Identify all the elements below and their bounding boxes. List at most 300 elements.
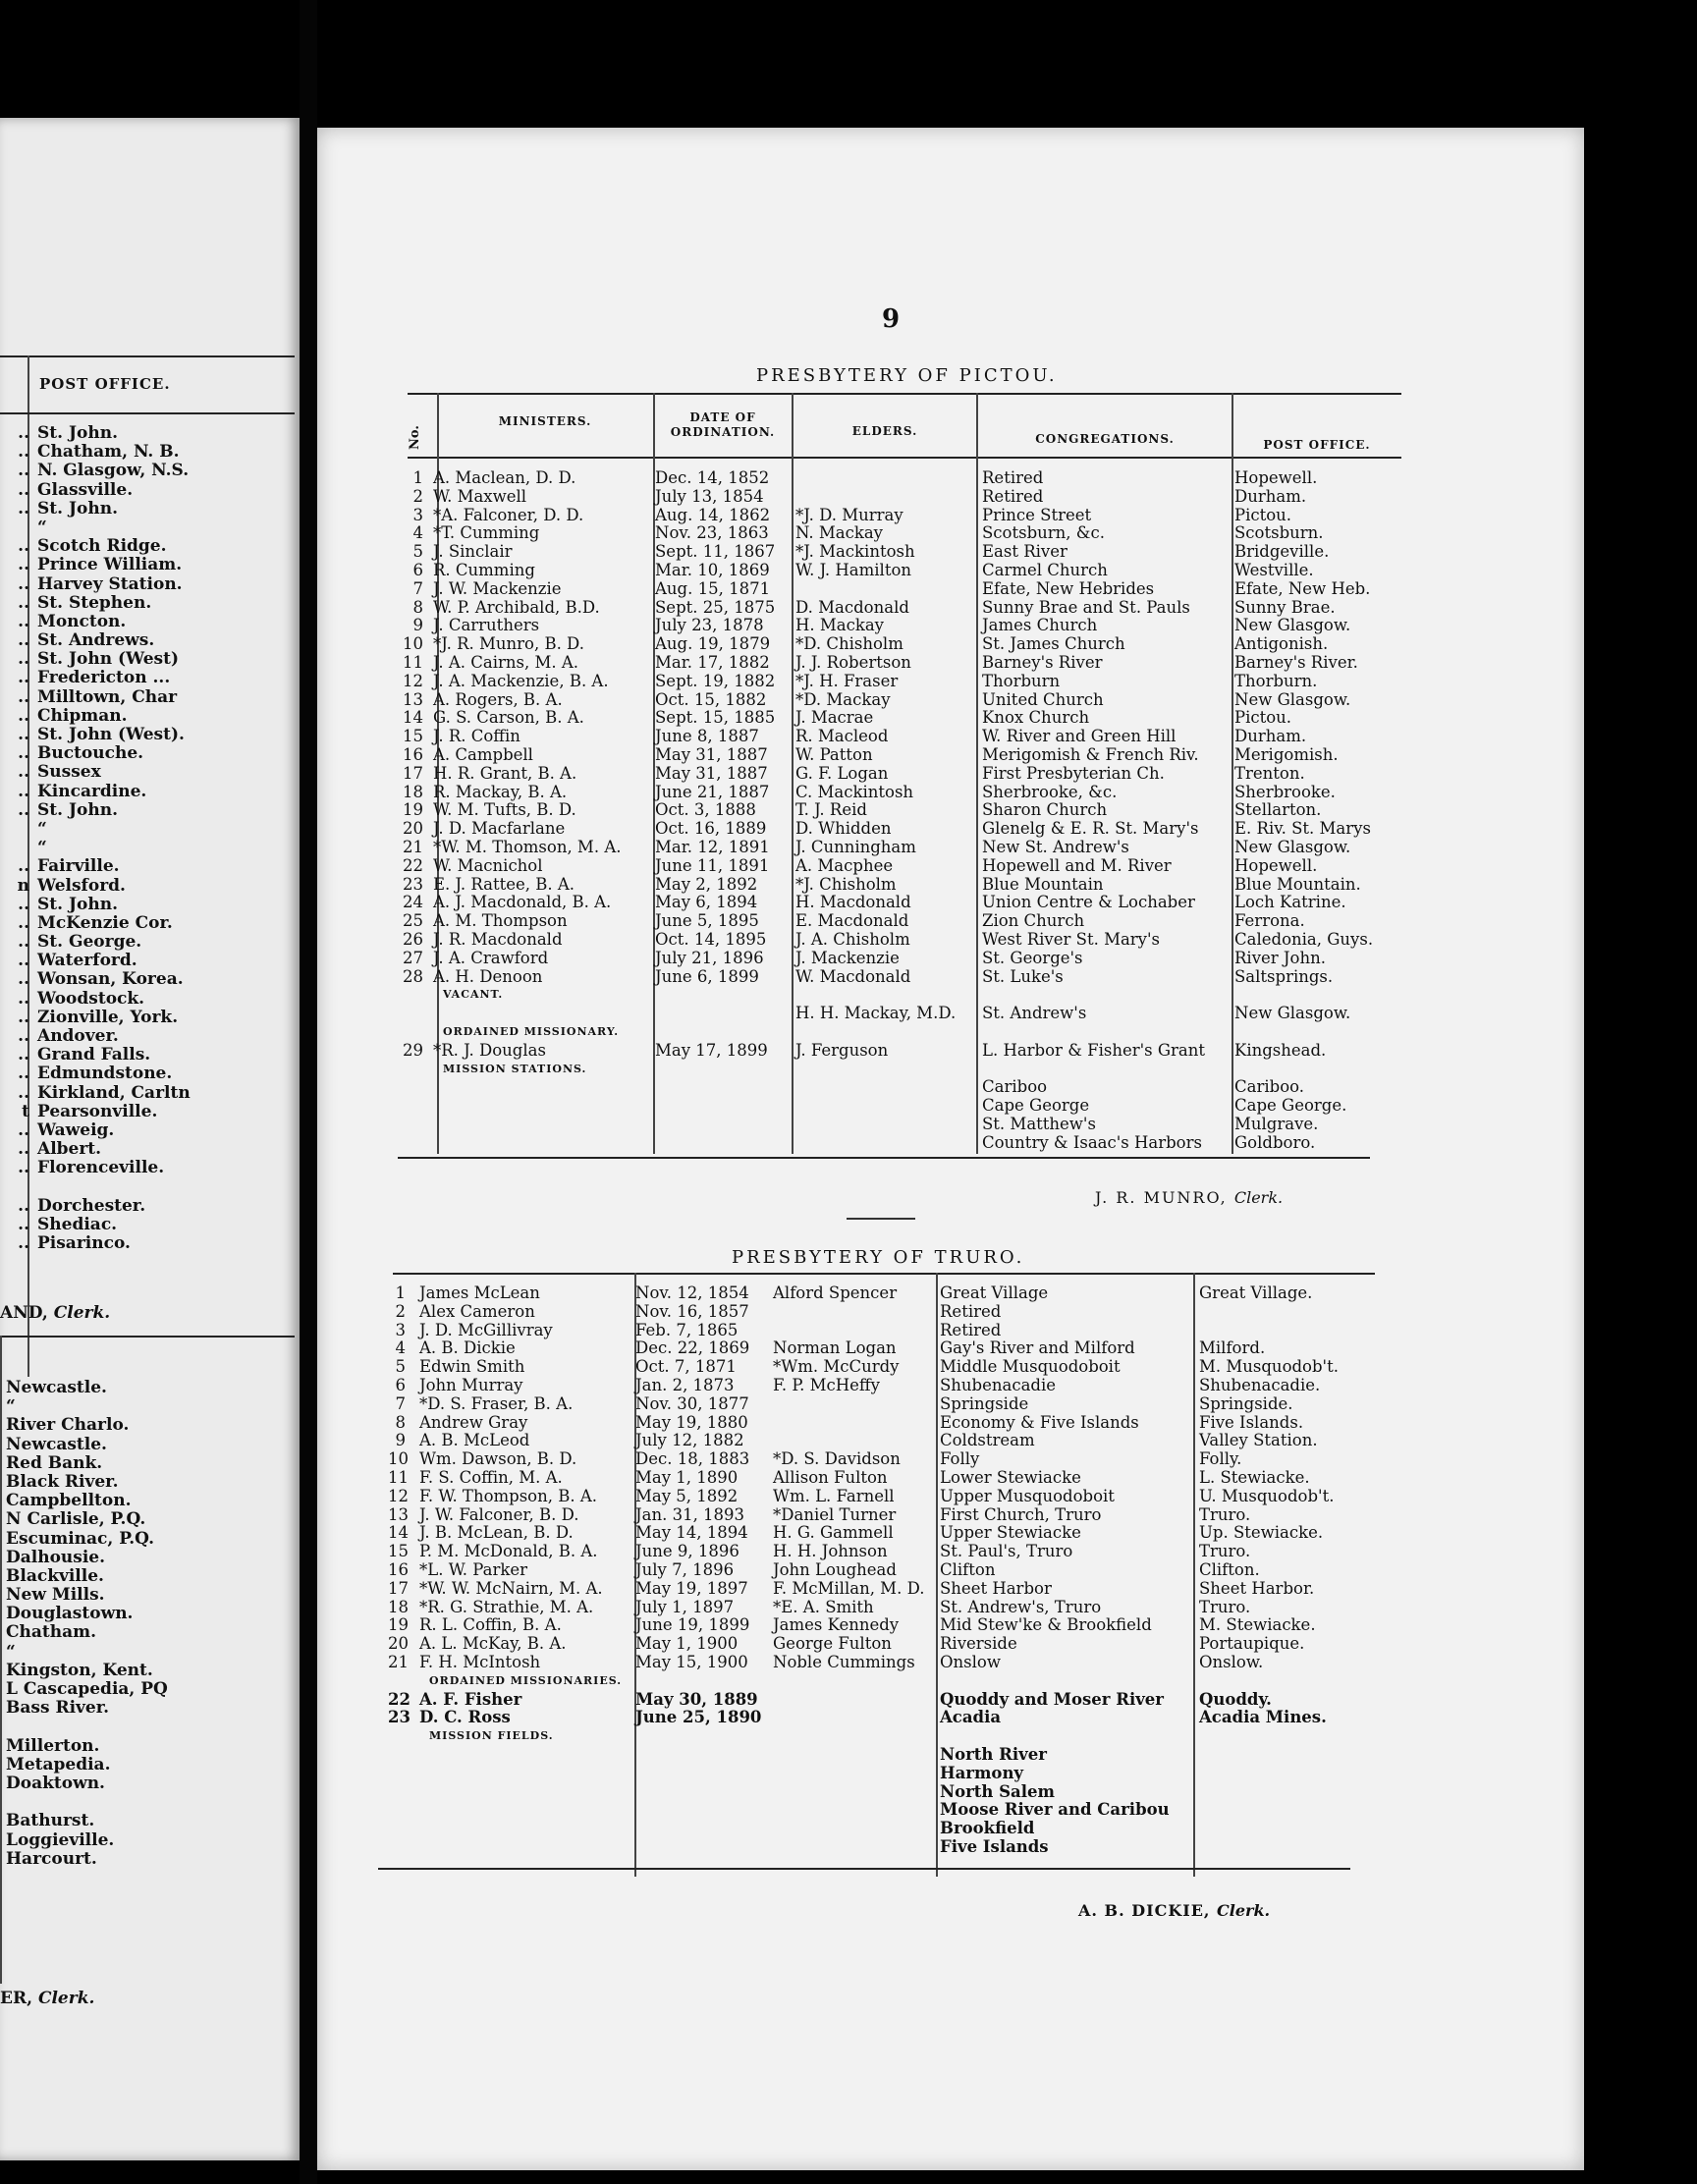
truro-no-cell: 10 [388, 1449, 409, 1469]
pictou-date-cell: June 8, 1887 [655, 727, 759, 746]
truro-congregation-cell: Retired [940, 1320, 1002, 1339]
pictou-post-cell: Merigomish. [1234, 744, 1339, 764]
pictou-row [398, 543, 1404, 562]
pictou-congregation-cell: United Church [982, 689, 1104, 709]
pictou-elder-cell: *J. Mackintosh [795, 542, 915, 562]
left-page-post-office: Prince William. [37, 555, 183, 575]
pictou-congregation-cell: Efate, New Hebrides [982, 578, 1155, 598]
left-page-row-mark: .. [18, 555, 29, 575]
truro-congregation-cell: First Church, Truro [940, 1504, 1102, 1524]
pictou-date-cell: Nov. 23, 1863 [655, 523, 769, 543]
truro-post-cell: Truro. [1199, 1504, 1251, 1524]
truro-date-cell: Nov. 30, 1877 [635, 1393, 749, 1413]
pictou-minister-cell: *R. J. Douglas [433, 1040, 546, 1060]
pictou-congregation-cell: Retired [982, 486, 1044, 506]
left-page-fragment [0, 118, 300, 2160]
pictou-minister-cell: *T. Cumming [433, 523, 540, 543]
truro-congregation-cell: Upper Musquodoboit [940, 1486, 1115, 1505]
left-page-post-office: St. John. [37, 423, 118, 443]
truro-congregation-cell: Onslow [940, 1652, 1001, 1671]
pictou-date-cell: Sept. 25, 1875 [655, 597, 776, 617]
pictou-no-cell: 25 [403, 911, 423, 931]
pictou-date-cell: May 2, 1892 [655, 874, 758, 894]
pictou-date-cell: May 31, 1887 [655, 763, 768, 783]
pictou-no-cell: 17 [403, 763, 423, 783]
pictou-row [398, 894, 1404, 912]
left-page-post-office: Black River. [6, 1471, 119, 1492]
pictou-congregation-cell: St. Luke's [982, 966, 1064, 986]
left-page-post-office: N. Glasgow, N.S. [37, 461, 190, 481]
left-page-row-mark: .. [18, 799, 29, 820]
pictou-date-cell: Aug. 14, 1862 [655, 505, 771, 524]
pictou-elder-cell: N. Mackay [795, 523, 884, 543]
truro-no-cell: 15 [388, 1542, 409, 1561]
pictou-post-cell: Cariboo. [1234, 1077, 1305, 1097]
truro-no-cell: 21 [388, 1652, 409, 1671]
pictou-row [398, 1078, 1404, 1097]
left-page-row-mark: .. [18, 951, 29, 971]
pictou-minister-cell: J. R. Coffin [433, 727, 520, 746]
truro-minister-cell: *W. W. McNairn, M. A. [419, 1578, 603, 1598]
truro-no-cell: 7 [395, 1393, 406, 1413]
pictou-congregation-cell: St. Matthew's [982, 1114, 1096, 1133]
pictou-minister-cell: G. S. Carson, B. A. [433, 708, 584, 728]
truro-elder-cell: *E. A. Smith [773, 1597, 874, 1616]
left-page-post-office: Zionville, York. [37, 1007, 179, 1027]
truro-congregation-cell: Economy & Five Islands [940, 1412, 1139, 1432]
left-page-post-office: McKenzie Cor. [37, 912, 173, 933]
truro-post-cell: Up. Stewiacke. [1199, 1523, 1324, 1543]
pictou-congregation-cell: Sharon Church [982, 800, 1108, 820]
truro-minister-cell: *D. S. Fraser, B. A. [419, 1393, 574, 1413]
left-page-row-mark: .. [18, 1007, 29, 1027]
left-page-row-mark: .. [18, 498, 29, 519]
left-page-list-row [0, 1009, 295, 1027]
pictou-no-cell: 5 [412, 542, 423, 562]
pictou-post-cell: Trenton. [1234, 763, 1305, 783]
left-page-row-mark: .. [18, 743, 29, 764]
truro-minister-cell: P. M. McDonald, B. A. [419, 1542, 598, 1561]
left-page-post-office: River Charlo. [6, 1415, 130, 1436]
truro-elder-cell: Wm. L. Farnell [773, 1486, 895, 1505]
left-page-post-office: Welsford. [37, 875, 126, 896]
left-page-post-office: Harvey Station. [37, 573, 183, 594]
left-page-row-mark: .. [18, 1026, 29, 1046]
pictou-elder-cell: J. Ferguson [795, 1040, 889, 1060]
truro-no-cell: 2 [395, 1301, 406, 1321]
pictou-minister-cell: E. J. Rattee, B. A. [433, 874, 575, 894]
pictou-date-cell: Oct. 16, 1889 [655, 819, 767, 839]
truro-minister-cell: Andrew Gray [419, 1412, 528, 1432]
truro-minister-cell: Alex Cameron [419, 1301, 535, 1321]
pictou-row [398, 599, 1404, 618]
truro-no-cell: 23 [388, 1708, 411, 1727]
left-page-row-mark: n [17, 875, 29, 896]
truro-elder-cell: Noble Cummings [773, 1652, 915, 1671]
pictou-minister-cell: J. Carruthers [433, 616, 540, 635]
truro-minister-cell: R. L. Coffin, B. A. [419, 1615, 562, 1635]
pictou-minister-cell: J. R. Macdonald [433, 929, 563, 949]
pictou-date-cell: Mar. 10, 1869 [655, 560, 770, 579]
truro-post-cell: L. Stewiacke. [1199, 1467, 1310, 1487]
truro-minister-cell: F. S. Coffin, M. A. [419, 1467, 563, 1487]
pictou-elder-cell: W. Patton [795, 744, 873, 764]
truro-congregation-cell: St. Andrew's, Truro [940, 1597, 1102, 1616]
pictou-header-elders: ELDERS. [851, 424, 918, 438]
pictou-row [398, 784, 1404, 802]
truro-minister-cell: ORDAINED MISSIONARIES. [429, 1673, 623, 1687]
truro-date-cell: May 5, 1892 [635, 1486, 739, 1505]
truro-row [388, 1358, 1380, 1377]
truro-no-cell: 17 [388, 1578, 409, 1598]
pictou-date-cell: June 21, 1887 [655, 782, 770, 801]
pictou-post-cell: Pictou. [1234, 708, 1292, 728]
left-page-header: POST OFFICE. [39, 375, 171, 393]
pictou-row [398, 1042, 1404, 1061]
truro-no-cell: 14 [388, 1523, 409, 1543]
truro-congregation-cell: Five Islands [940, 1836, 1049, 1856]
truro-date-cell: July 12, 1882 [635, 1431, 744, 1450]
left-page-post-office: Andover. [37, 1026, 119, 1046]
truro-date-cell: May 19, 1880 [635, 1412, 748, 1432]
pictou-no-cell: 8 [412, 597, 423, 617]
truro-post-cell: Great Village. [1199, 1283, 1313, 1302]
pictou-title: PRESBYTERY OF PICTOU. [756, 365, 1058, 386]
left-page-row-mark: t [22, 1101, 29, 1121]
left-page-post-office: Edmundstone. [37, 1064, 173, 1084]
pictou-congregation-cell: Glenelg & E. R. St. Mary's [982, 819, 1199, 839]
left-page-row-mark: .. [18, 649, 29, 670]
left-page-list-row [0, 820, 295, 839]
truro-post-cell: Springside. [1199, 1393, 1293, 1413]
pictou-minister-cell: A. H. Denoon [433, 966, 543, 986]
left-page-row-mark [0, 1178, 31, 1197]
pictou-post-cell: Mulgrave. [1234, 1114, 1319, 1133]
pictou-minister-cell: *W. M. Thomson, M. A. [433, 837, 622, 856]
pictou-minister-cell: VACANT. [443, 988, 504, 1002]
truro-elder-cell: *Wm. McCurdy [773, 1357, 900, 1377]
left-page-list-row [0, 613, 295, 631]
truro-row [388, 1469, 1380, 1488]
pictou-minister-cell: A. J. Macdonald, B. A. [433, 893, 612, 912]
pictou-row [398, 1061, 1404, 1079]
pictou-row [398, 728, 1404, 746]
pictou-date-cell: Aug. 19, 1879 [655, 634, 771, 654]
left-page-list-row [0, 763, 295, 782]
truro-post-cell: Onslow. [1199, 1652, 1264, 1671]
left-page-post-office: Campbellton. [6, 1491, 132, 1511]
pictou-header-no: No. [408, 425, 422, 450]
pictou-post-cell: Efate, New Heb. [1234, 578, 1371, 598]
left-page-list-row [0, 990, 295, 1009]
pictou-date-cell: Sept. 11, 1867 [655, 542, 776, 562]
pictou-row [398, 488, 1404, 507]
truro-no-cell: 9 [395, 1431, 406, 1450]
truro-congregation-cell: Folly [940, 1449, 980, 1469]
truro-date-cell: Feb. 7, 1865 [635, 1320, 739, 1339]
pictou-row [398, 1116, 1404, 1134]
left-page-post-office: Pisarinco. [37, 1233, 131, 1254]
truro-top-rule [393, 1273, 1375, 1275]
left-page-post-office: Grand Falls. [37, 1045, 151, 1065]
truro-elder-cell: *D. S. Davidson [773, 1449, 901, 1469]
truro-elder-cell: F. P. McHeffy [773, 1375, 880, 1394]
truro-no-cell: 8 [395, 1412, 406, 1432]
truro-row [388, 1765, 1380, 1783]
left-page-list-row [0, 556, 295, 574]
pictou-congregation-cell: New St. Andrew's [982, 837, 1129, 856]
truro-row [388, 1506, 1380, 1525]
pictou-row [398, 691, 1404, 710]
truro-no-cell: 19 [388, 1615, 409, 1635]
left-page-list-row [0, 839, 295, 857]
pictou-post-cell: Goldboro. [1234, 1132, 1316, 1152]
pictou-congregation-cell: L. Harbor & Fisher's Grant [982, 1040, 1206, 1060]
truro-row [388, 1580, 1380, 1599]
pictou-minister-cell: *A. Falconer, D. D. [433, 505, 584, 524]
pictou-top-rule [408, 393, 1401, 395]
truro-congregation-cell: Shubenacadie [940, 1375, 1057, 1394]
left-page-post-office: Sussex [37, 762, 101, 783]
left-page-list-row [0, 669, 295, 687]
pictou-minister-cell: A. Rogers, B. A. [433, 689, 563, 709]
truro-congregation-cell: Brookfield [940, 1819, 1035, 1838]
pictou-row [398, 746, 1404, 765]
left-page-post-office: Pearsonville. [37, 1101, 158, 1121]
pictou-header-post-office: POST OFFICE. [1263, 438, 1371, 452]
pictou-row [398, 876, 1404, 895]
truro-no-cell: 16 [388, 1559, 409, 1579]
left-page-row-mark: .. [18, 592, 29, 613]
pictou-date-cell: Mar. 17, 1882 [655, 652, 770, 672]
left-page-row-mark: .. [18, 1139, 29, 1160]
truro-no-cell: 18 [388, 1597, 409, 1616]
left-page-list-row [0, 519, 295, 537]
pictou-post-cell: Sunny Brae. [1234, 597, 1336, 617]
pictou-elder-cell: R. Macleod [795, 727, 889, 746]
pictou-elder-cell: J. Cunningham [795, 837, 916, 856]
pictou-bottom-rule [398, 1157, 1370, 1159]
pictou-minister-cell: J. Sinclair [433, 542, 513, 562]
truro-row [388, 1543, 1380, 1561]
left-page-list-row [0, 783, 295, 801]
pictou-minister-cell: A. Campbell [433, 744, 533, 764]
truro-row [388, 1727, 1380, 1746]
left-page-list-row [0, 688, 295, 707]
left-page-post-office: Waterford. [37, 951, 137, 971]
pictou-post-cell: River John. [1234, 948, 1326, 967]
truro-elder-cell: F. McMillan, M. D. [773, 1578, 925, 1598]
pictou-row [398, 986, 1404, 1005]
pictou-congregation-cell: Sunny Brae and St. Pauls [982, 597, 1190, 617]
truro-congregation-cell: Moose River and Caribou [940, 1800, 1170, 1820]
pictou-date-cell: May 31, 1887 [655, 744, 768, 764]
pictou-elder-cell: C. Mackintosh [795, 782, 914, 801]
truro-minister-cell: A. B. McLeod [419, 1431, 530, 1450]
pictou-elder-cell: *J. D. Murray [795, 505, 903, 524]
pictou-post-cell: Loch Katrine. [1234, 893, 1346, 912]
pictou-no-cell: 7 [412, 578, 423, 598]
truro-row [388, 1709, 1380, 1727]
truro-date-cell: May 19, 1897 [635, 1578, 748, 1598]
truro-row [388, 1672, 1380, 1691]
left-page-list-row [0, 1140, 295, 1159]
pictou-post-cell: New Glasgow. [1234, 616, 1351, 635]
left-page-post-office: Chipman. [37, 705, 128, 726]
truro-date-cell: May 15, 1900 [635, 1652, 748, 1671]
pictou-date-cell: Oct. 3, 1888 [655, 800, 756, 820]
truro-date-cell: Jan. 31, 1893 [635, 1504, 745, 1524]
left-page-list-row [0, 877, 295, 896]
pictou-no-cell: 27 [403, 948, 423, 967]
pictou-elder-cell: G. F. Logan [795, 763, 889, 783]
pictou-date-cell: Sept. 15, 1885 [655, 708, 776, 728]
left-page-row-mark: .. [18, 536, 29, 557]
left-page-post-office: St. John. [37, 799, 118, 820]
left-page-list-row [0, 952, 295, 970]
truro-congregation-cell: Sheet Harbor [940, 1578, 1052, 1598]
truro-post-cell: Shubenacadie. [1199, 1375, 1321, 1394]
truro-post-cell: Portaupique. [1199, 1634, 1305, 1654]
pictou-congregation-cell: First Presbyterian Ch. [982, 763, 1165, 783]
truro-row [388, 1284, 1380, 1303]
pictou-elder-cell: W. Macdonald [795, 966, 911, 986]
truro-date-cell: May 1, 1900 [635, 1634, 739, 1654]
left-page-post-office: St. John. [37, 894, 118, 914]
left-page-post-office: St. Andrews. [37, 630, 155, 651]
truro-no-cell: 4 [395, 1338, 406, 1358]
left-page-post-office: Fairville. [37, 856, 120, 877]
pictou-no-cell: 20 [403, 819, 423, 839]
pictou-elder-cell: D. Macdonald [795, 597, 909, 617]
pictou-post-cell: E. Riv. St. Marys [1234, 819, 1371, 839]
left-page-post-office: Waweig. [37, 1119, 115, 1140]
pictou-post-cell: Caledonia, Guys. [1234, 929, 1374, 949]
pictou-date-cell: May 17, 1899 [655, 1040, 768, 1060]
left-page-post-office: Red Bank. [6, 1452, 103, 1473]
left-page-list-row [0, 424, 295, 443]
truro-row [388, 1488, 1380, 1506]
pictou-post-cell: Antigonish. [1234, 634, 1329, 654]
pictou-minister-cell: H. R. Grant, B. A. [433, 763, 577, 783]
pictou-post-cell: Stellarton. [1234, 800, 1322, 820]
left-page-post-office: Albert. [37, 1139, 102, 1160]
pictou-no-cell: 14 [403, 708, 423, 728]
pictou-table [398, 469, 1404, 1152]
left-page-row-mark: .. [18, 573, 29, 594]
pictou-post-cell: Pictou. [1234, 505, 1292, 524]
left-page-row-mark: .. [18, 932, 29, 953]
truro-minister-cell: A. B. Dickie [419, 1338, 516, 1358]
pictou-congregation-cell: Knox Church [982, 708, 1090, 728]
left-page-post-office: “ [37, 818, 47, 839]
pictou-row [398, 820, 1404, 839]
pictou-minister-cell: R. Mackay, B. A. [433, 782, 568, 801]
truro-elder-cell: John Loughead [773, 1559, 897, 1579]
left-page-row-mark [0, 820, 31, 839]
truro-minister-cell: James McLean [419, 1283, 540, 1302]
truro-congregation-cell: Lower Stewiacke [940, 1467, 1081, 1487]
pictou-header-congregations: CONGREGATIONS. [1035, 432, 1175, 446]
truro-minister-cell: J. B. McLean, B. D. [419, 1523, 574, 1543]
book-gutter [300, 0, 317, 2184]
left-page-post-office: Moncton. [37, 611, 127, 631]
pictou-date-cell: July 13, 1854 [655, 486, 764, 506]
left-page-post-office: Newcastle. [6, 1434, 107, 1454]
pictou-row [398, 857, 1404, 876]
left-page-row-mark: .. [18, 686, 29, 707]
truro-date-cell: May 1, 1890 [635, 1467, 739, 1487]
truro-congregation-cell: Quoddy and Moser River [940, 1689, 1165, 1709]
left-page-header-rule [0, 412, 295, 414]
truro-congregation-cell: Acadia [940, 1708, 1002, 1727]
pictou-congregation-cell: Barney's River [982, 652, 1103, 672]
left-page-row-mark: .. [18, 611, 29, 631]
left-page-post-office: Dalhousie. [6, 1547, 106, 1567]
truro-date-cell: July 1, 1897 [635, 1597, 735, 1616]
left-page-post-office: St. Stephen. [37, 592, 152, 613]
left-page-post-office: Buctouche. [37, 743, 144, 764]
truro-minister-cell: J. W. Falconer, B. D. [419, 1504, 579, 1524]
left-page-list-row [0, 933, 295, 952]
pictou-congregation-cell: Retired [982, 468, 1044, 487]
pictou-no-cell: 22 [403, 855, 423, 875]
truro-title: PRESBYTERY OF TRURO. [732, 1247, 1025, 1268]
pictou-date-cell: July 21, 1896 [655, 948, 764, 967]
left-page-list-row [0, 631, 295, 650]
truro-no-cell: 5 [395, 1357, 406, 1377]
pictou-minister-cell: J. W. Mackenzie [433, 578, 562, 598]
pictou-row [398, 1023, 1404, 1042]
truro-minister-cell: A. L. McKay, B. A. [419, 1634, 567, 1654]
truro-row [388, 1377, 1380, 1395]
left-page-list-row [0, 726, 295, 744]
left-page-post-office: Chatham. [6, 1622, 97, 1643]
left-page-row-mark: .. [18, 912, 29, 933]
pictou-minister-cell: *J. R. Munro, B. D. [433, 634, 584, 654]
pictou-row [398, 617, 1404, 635]
truro-no-cell: 3 [395, 1320, 406, 1339]
truro-post-cell: Quoddy. [1199, 1689, 1272, 1709]
pictou-date-cell: Sept. 19, 1882 [655, 671, 776, 690]
truro-congregation-cell: North River [940, 1744, 1047, 1764]
truro-minister-cell: D. C. Ross [419, 1708, 511, 1727]
left-page-post-office: N Carlisle, P.Q. [6, 1509, 146, 1530]
pictou-row [398, 912, 1404, 931]
truro-row [388, 1432, 1380, 1450]
pictou-row [398, 931, 1404, 950]
left-page-list-row [0, 462, 295, 480]
truro-minister-cell: *R. G. Strathie, M. A. [419, 1597, 594, 1616]
left-page-row-mark: .. [18, 1195, 29, 1216]
truro-row [388, 1339, 1380, 1358]
truro-congregation-cell: Coldstream [940, 1431, 1035, 1450]
pictou-row [398, 1097, 1404, 1116]
pictou-congregation-cell: St. James Church [982, 634, 1125, 654]
left-page-post-office: Woodstock. [37, 988, 145, 1009]
pictou-row [398, 673, 1404, 691]
pictou-congregation-cell: Union Centre & Lochaber [982, 893, 1195, 912]
pictou-row [398, 801, 1404, 820]
left-page-post-office-list-1 [0, 424, 295, 1253]
left-page-row-mark: .. [18, 668, 29, 688]
pictou-date-cell: June 5, 1895 [655, 911, 759, 931]
truro-elder-cell: Alford Spencer [773, 1283, 898, 1302]
truro-row [388, 1524, 1380, 1543]
pictou-congregation-cell: Scotsburn, &c. [982, 523, 1105, 543]
truro-congregation-cell: Clifton [940, 1559, 996, 1579]
left-page-list-row [0, 857, 295, 876]
